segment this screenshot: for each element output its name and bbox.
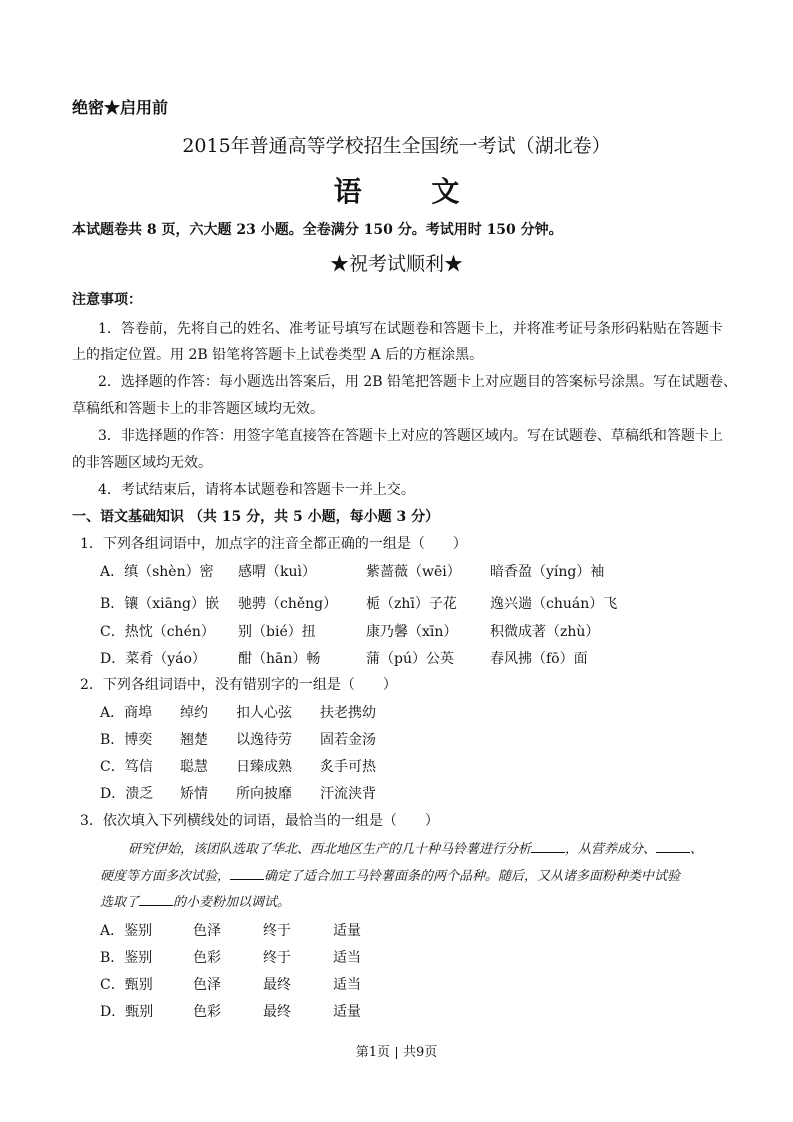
subject-title: 语 文 (333, 175, 490, 208)
question-3-passage-line-1 (128, 838, 703, 857)
page-footer (0, 1041, 793, 1060)
notice-item-2-cont: 草稿纸和答题卡上的非答题区域均无效。 (72, 401, 324, 417)
blank-4 (139, 893, 173, 906)
option-d-item: 最终 (263, 1004, 291, 1020)
footer-divider (396, 1047, 397, 1059)
question-3-passage-line-2 (100, 865, 680, 884)
option-b-item: 驰骋（chěng） (238, 596, 338, 612)
exam-title: 2015年普通高等学校招生全国统一考试（湖北卷） (182, 135, 611, 157)
option-a-item: 绰约 (180, 705, 208, 721)
notice-title: 注意事项： (72, 292, 142, 308)
option-c-item: 最终 (263, 977, 291, 993)
option-b-item: 固若金汤 (320, 732, 376, 748)
option-d-item: 所向披靡 (236, 786, 292, 802)
blank-2 (656, 840, 690, 853)
question-1-stem: 1．下列各组词语中，加点字的注音全都正确的一组是（ ） (80, 536, 467, 552)
option-a-item: 扶老携幼 (320, 705, 376, 721)
option-a: A．商埠 (100, 705, 153, 721)
option-a-item: 适量 (333, 923, 361, 939)
option-c-item: 康乃馨（xīn） (366, 624, 458, 640)
option-d: D．甄别 (100, 1004, 154, 1020)
option-d: D．溃乏 (100, 786, 154, 802)
option-a: A．鉴别 (100, 923, 153, 939)
option-a-item: 色泽 (193, 923, 221, 939)
option-b-item: 翘楚 (180, 732, 208, 748)
option-d-item: 春风拂（fō）面 (490, 651, 588, 667)
passage-text: 选取了 (100, 895, 140, 910)
option-a: A．缜（shèn）密 (100, 564, 214, 580)
option-c: C．甄别 (100, 977, 153, 993)
question-2-stem: 2．下列各组词语中，没有错别字的一组是（ ） (80, 677, 397, 693)
option-b: B．镶（xiāng）嵌 (100, 596, 219, 612)
blank-1 (531, 840, 565, 853)
option-b-item: 终于 (263, 950, 291, 966)
option-d: D．菜肴（yáo） (100, 651, 206, 667)
option-d-item: 色彩 (193, 1004, 221, 1020)
question-3-stem: 3．依次填入下列横线处的词语，最恰当的一组是（ ） (80, 813, 439, 829)
question-3-passage-line-3 (100, 891, 290, 910)
option-d-item: 汗流浃背 (320, 786, 376, 802)
option-d-item: 矫情 (180, 786, 208, 802)
section-1-title: 一、语文基础知识 （共 15 分，共 5 小题，每小题 3 分） (72, 509, 440, 525)
option-c-item: 日臻成熟 (236, 759, 292, 775)
option-c-item: 聪慧 (180, 759, 208, 775)
option-b-item: 色彩 (193, 950, 221, 966)
page-total: 共9页 (403, 1045, 438, 1060)
passage-text: 研究伊始，该团队选取了华北、西北地区生产的几十种马铃薯进行分析 (128, 842, 532, 857)
notice-item-4: 4．考试结束后，请将本试题卷和答题卡一并上交。 (98, 482, 415, 498)
option-b-item: 以逸待劳 (236, 732, 292, 748)
blank-3 (230, 867, 264, 880)
notice-item-1: 1．答卷前，先将自己的姓名、准考证号填写在试题卷和答题卡上，并将准考证号条形码粘贴在答题卡 (98, 321, 723, 337)
option-a-item: 感喟（kuì） (238, 564, 316, 580)
option-c: C．热忱（chén） (100, 624, 215, 640)
passage-text: 确定了适合加工马铃薯面条的两个品种。随后，又从诸多面粉种类中试验 (264, 869, 681, 884)
option-a-item: 暗香盈（yíng）袖 (490, 564, 605, 580)
option-a-item: 终于 (263, 923, 291, 939)
option-b: B．博奕 (100, 732, 153, 748)
option-c-item: 适当 (333, 977, 361, 993)
option-c: C．笃信 (100, 759, 153, 775)
passage-text: 的小麦粉加以调试。 (173, 895, 291, 910)
option-b-item: 适当 (333, 950, 361, 966)
passage-text: ，从营养成分、 (565, 842, 657, 857)
option-c-item: 积微成著（zhù） (490, 624, 600, 640)
notice-item-2: 2．选择题的作答：每小题选出答案后，用 2B 铅笔把答题卡上对应题目的答案标号涂黑。写在试题卷、 (98, 374, 738, 390)
passage-text: 硬度等方面多次试验， (100, 869, 231, 884)
option-d-item: 蒲（pú）公英 (366, 651, 454, 667)
option-d-item: 酣（hān）畅 (238, 651, 321, 667)
good-luck-wish: ★祝考试顺利★ (329, 253, 463, 275)
option-d-item: 适量 (333, 1004, 361, 1020)
option-b: B．鉴别 (100, 950, 153, 966)
option-c-item: 色泽 (193, 977, 221, 993)
option-a-item: 紫蔷薇（wēi） (366, 564, 461, 580)
option-b-item: 逸兴遄（chuán）飞 (490, 596, 618, 612)
option-c-item: 别（bié）扭 (238, 624, 316, 640)
notice-item-3-cont: 的非答题区域均无效。 (72, 455, 212, 471)
option-a-item: 扣人心弦 (236, 705, 292, 721)
option-c-item: 炙手可热 (320, 759, 376, 775)
notice-item-3: 3．非选择题的作答：用签字笔直接答在答题卡上对应的答题区域内。写在试题卷、草稿纸和答题卡上 (98, 428, 723, 444)
exam-intro: 本试题卷共 8 页，六大题 23 小题。全卷满分 150 分。考试用时 150 分钟。 (72, 222, 563, 238)
page-number: 第1页 (355, 1045, 390, 1060)
option-b-item: 栀（zhī）子花 (366, 596, 457, 612)
confidential-label: 绝密★启用前 (72, 98, 169, 117)
passage-text: 、 (690, 842, 704, 857)
notice-item-1-cont: 上的指定位置。用 2B 铅笔将答题卡上试卷类型 A 后的方框涂黑。 (72, 347, 484, 363)
